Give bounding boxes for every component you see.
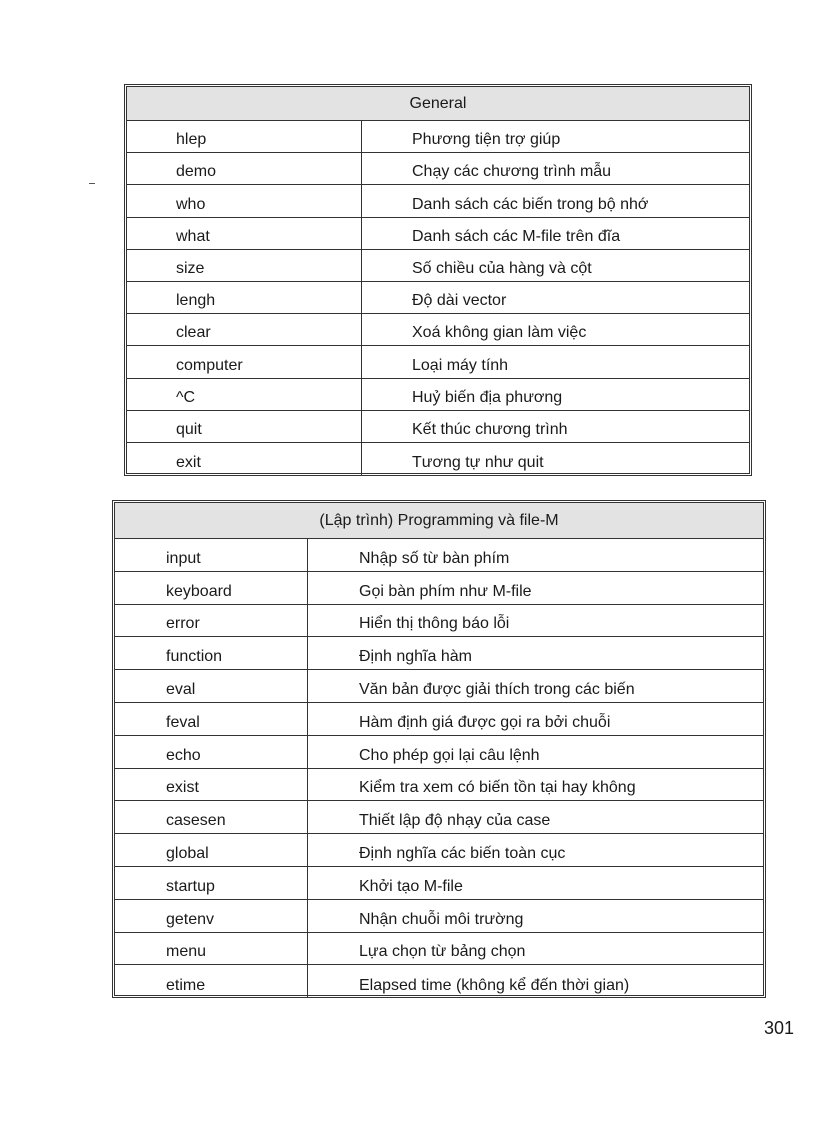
description-cell: Hàm định giá được gọi ra bởi chuỗi xyxy=(359,713,611,731)
command-cell: global xyxy=(115,834,308,866)
table-row xyxy=(115,769,763,802)
description-cell: Định nghĩa các biến toàn cục xyxy=(359,844,566,862)
description-cell: Thiết lập độ nhạy của case xyxy=(359,812,551,830)
description-cell: Nhập số từ bàn phím xyxy=(359,549,510,567)
description-cell: Danh sách các M-file trên đĩa xyxy=(412,227,621,245)
command-cell: feval xyxy=(115,703,308,735)
description-cell: Danh sách các biến trong bộ nhớ xyxy=(412,195,649,213)
page-number: 301 xyxy=(763,1018,794,1038)
table-row xyxy=(127,185,749,217)
margin-mark xyxy=(89,183,95,184)
description-cell: Loại máy tính xyxy=(412,356,509,374)
command-cell: ^C xyxy=(127,379,362,410)
table-row xyxy=(115,670,763,703)
description-cell: Chạy các chương trình mẫu xyxy=(412,163,612,181)
table-header: (Lập trình) Programming và file-M xyxy=(115,503,763,539)
command-cell: quit xyxy=(127,411,362,442)
description-cell: Nhận chuỗi môi trường xyxy=(359,910,524,928)
command-cell: etime xyxy=(115,965,308,998)
table-row xyxy=(115,605,763,638)
description-cell: Số chiều của hàng và cột xyxy=(412,259,592,277)
command-cell: keyboard xyxy=(115,572,308,604)
table-row xyxy=(115,801,763,834)
table-row xyxy=(127,282,749,314)
command-cell: demo xyxy=(127,153,362,184)
command-cell: getenv xyxy=(115,900,308,932)
table-body xyxy=(127,121,749,475)
description-cell: Tương tự như quit xyxy=(412,454,544,472)
table-row xyxy=(115,539,763,572)
command-cell: error xyxy=(115,605,308,637)
command-cell: startup xyxy=(115,867,308,899)
command-cell: hlep xyxy=(127,121,362,152)
table-row xyxy=(127,250,749,282)
command-cell: exist xyxy=(115,769,308,801)
description-cell: Định nghĩa hàm xyxy=(359,648,472,666)
table-row xyxy=(127,379,749,411)
table-header: General xyxy=(127,87,749,121)
table-body xyxy=(115,539,763,998)
description-cell: Kiểm tra xem có biến tồn tại hay không xyxy=(359,779,636,797)
table-row xyxy=(115,572,763,605)
description-cell: Kết thúc chương trình xyxy=(412,420,568,438)
description-cell: Xoá không gian làm việc xyxy=(412,324,587,342)
description-cell: Hiển thị thông báo lỗi xyxy=(359,615,510,633)
description-cell: Lựa chọn từ bảng chọn xyxy=(359,943,526,961)
table-row xyxy=(127,443,749,475)
command-cell: who xyxy=(127,185,362,216)
table-row xyxy=(115,933,763,966)
description-cell: Độ dài vector xyxy=(412,292,507,310)
table-row xyxy=(115,834,763,867)
table-row xyxy=(127,411,749,443)
description-cell: Cho phép gọi lại câu lệnh xyxy=(359,746,540,764)
command-cell: what xyxy=(127,218,362,249)
table-row xyxy=(127,121,749,153)
table-row xyxy=(115,637,763,670)
table-row xyxy=(127,153,749,185)
command-cell: clear xyxy=(127,314,362,345)
table-row xyxy=(115,867,763,900)
command-cell: lengh xyxy=(127,282,362,313)
command-cell: function xyxy=(115,637,308,669)
description-cell: Huỷ biến địa phương xyxy=(412,388,563,406)
command-cell: exit xyxy=(127,443,362,475)
general-commands-table xyxy=(124,84,752,476)
command-cell: echo xyxy=(115,736,308,768)
table-row xyxy=(127,314,749,346)
command-cell: input xyxy=(115,539,308,571)
table-row xyxy=(115,900,763,933)
description-cell: Khởi tạo M-file xyxy=(359,877,463,895)
table-row xyxy=(127,346,749,378)
description-cell: Văn bản được giải thích trong các biến xyxy=(359,680,635,698)
table-row xyxy=(115,736,763,769)
description-cell: Elapsed time (không kể đến thời gian) xyxy=(359,977,630,995)
description-cell: Phương tiện trợ giúp xyxy=(412,131,561,149)
description-cell: Gọi bàn phím như M-file xyxy=(359,582,532,600)
command-cell: casesen xyxy=(115,801,308,833)
command-cell: size xyxy=(127,250,362,281)
table-row xyxy=(127,218,749,250)
command-cell: menu xyxy=(115,933,308,965)
command-cell: eval xyxy=(115,670,308,702)
command-cell: computer xyxy=(127,346,362,377)
table-row xyxy=(115,703,763,736)
programming-commands-table xyxy=(112,500,766,998)
table-row xyxy=(115,965,763,998)
